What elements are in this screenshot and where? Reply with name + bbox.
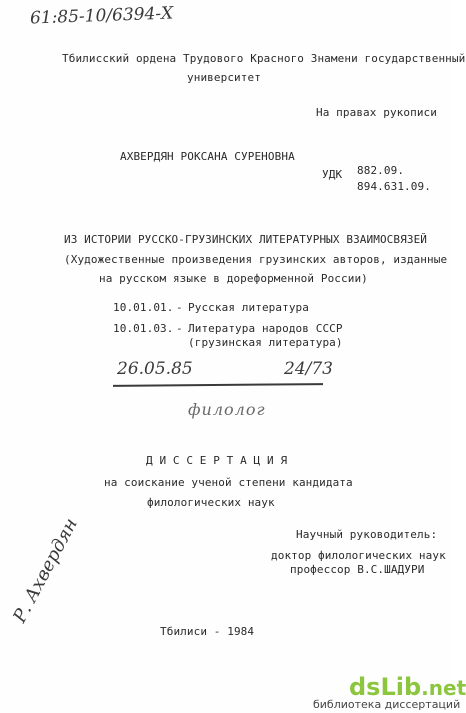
degree-line-2: филологических наук [147, 496, 275, 509]
handwritten-date: 26.05.85 [117, 359, 193, 379]
handwritten-underline [113, 383, 323, 386]
degree-line-1: на соискание ученой степени кандидата [104, 476, 353, 489]
institution-line-1: Тбилисский ордена Трудового Красного Знамени государственный [62, 52, 466, 65]
specialty-1-code: 10.01.01. [113, 301, 174, 314]
handwritten-number: 24/73 [284, 359, 333, 379]
supervisor-degree: доктор филологических наук [271, 549, 446, 562]
specialty-1-dash: - [176, 301, 183, 314]
watermark-logo-tld: .net [421, 676, 466, 700]
supervisor-name: профессор В.С.ШАДУРИ [290, 563, 425, 576]
specialty-2-name: Литература народов СССР [188, 322, 343, 335]
dissertation-title: ИЗ ИСТОРИИ РУССКО-ГРУЗИНСКИХ ЛИТЕРАТУРНЫХ ВЗАИМОСВЯЗЕЙ [64, 233, 428, 246]
handwritten-stamp: филолог [188, 400, 266, 419]
title-subtitle-line-1: (Художественные произведения грузинских авторов, изданные [64, 253, 448, 266]
watermark-caption: библиотека диссертаций [313, 698, 461, 711]
watermark-logo [349, 673, 466, 701]
udk-label: УДК [322, 168, 343, 181]
watermark-logo-main: dsLib [349, 673, 422, 701]
title-subtitle-line-2: на русском языке в дореформенной России) [99, 272, 368, 285]
institution-line-2: университет [187, 71, 261, 84]
rights-note: На правах рукописи [316, 106, 438, 119]
place-and-year: Тбилиси - 1984 [160, 625, 255, 638]
specialty-1-name: Русская литература [188, 301, 310, 314]
specialty-2-code: 10.01.03. [113, 322, 174, 335]
archive-code: 61:85-10/6394-Х [29, 3, 174, 29]
dissertation-label: Д И С С Е Р Т А Ц И Я [146, 454, 288, 467]
specialty-2-name-cont: (грузинская литература) [188, 336, 343, 349]
author-name: АХВЕРДЯН РОКСАНА СУРЕНОВНА [120, 150, 295, 163]
udk-code-2: 894.631.09. [357, 180, 431, 193]
specialty-2-dash: - [176, 322, 183, 335]
supervisor-label: Научный руководитель: [296, 528, 438, 541]
udk-code-1: 882.09. [357, 164, 405, 177]
margin-handwriting: Р. Ахвердян [9, 514, 82, 627]
